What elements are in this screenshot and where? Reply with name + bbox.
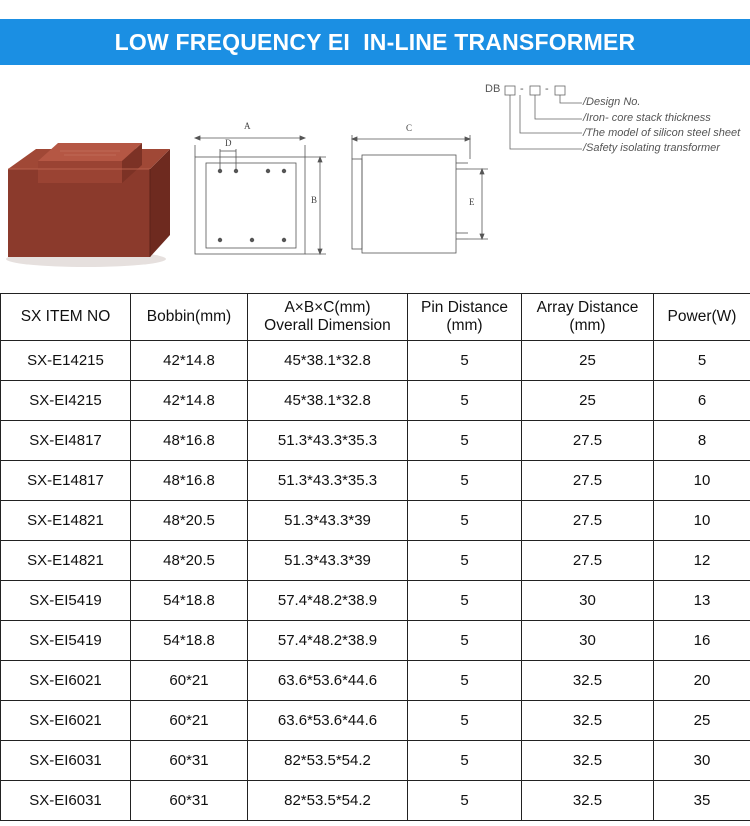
cell-power: 20 [654,661,750,701]
cell-pin-distance: 5 [408,421,522,461]
cell-array-distance: 25 [522,341,654,381]
naming-dash-1: - [520,83,524,95]
naming-label-design-no: /Design No. [583,96,641,108]
table-row [1,461,750,501]
header-array-distance: Array Distance (mm) [522,294,654,341]
cell-pin-distance: 5 [408,461,522,501]
cell-power: 30 [654,741,750,781]
naming-label-safety-transformer: /Safety isolating transformer [583,142,720,154]
cell-item-no: SX-E14215 [1,341,131,381]
product-figure-area [0,65,750,293]
cell-power: 16 [654,621,750,661]
cell-array-distance: 27.5 [522,541,654,581]
dimension-label-e: E [469,197,475,207]
cell-dimension: 51.3*43.3*39 [248,541,408,581]
dimension-label-d: D [225,138,232,148]
specification-table [0,293,750,821]
cell-item-no: SX-EI5419 [1,621,131,661]
dimension-label-a: A [244,121,251,131]
cell-item-no: SX-E14817 [1,461,131,501]
table-row [1,621,750,661]
cell-pin-distance: 5 [408,701,522,741]
header-bobbin: Bobbin(mm) [131,294,248,341]
cell-item-no: SX-EI6021 [1,701,131,741]
cell-bobbin: 48*16.8 [131,421,248,461]
cell-item-no: SX-EI6021 [1,661,131,701]
naming-prefix: DB [485,83,501,95]
table-row [1,581,750,621]
cell-dimension: 51.3*43.3*35.3 [248,461,408,501]
page-title: LOW FREQUENCY EI IN-LINE TRANSFORMER [114,28,636,55]
table-row [1,421,750,461]
cell-dimension: 57.4*48.2*38.9 [248,621,408,661]
cell-power: 10 [654,461,750,501]
header-pin-distance: Pin Distance (mm) [408,294,522,341]
cell-bobbin: 42*14.8 [131,341,248,381]
cell-power: 25 [654,701,750,741]
title-banner [0,19,750,65]
cell-item-no: SX-EI4215 [1,381,131,421]
cell-array-distance: 27.5 [522,421,654,461]
cell-power: 35 [654,781,750,821]
cell-array-distance: 25 [522,381,654,421]
cell-pin-distance: 5 [408,781,522,821]
cell-bobbin: 48*16.8 [131,461,248,501]
transformer-product-image [6,143,170,267]
cell-array-distance: 27.5 [522,461,654,501]
cell-pin-distance: 5 [408,541,522,581]
header-item-no: SX ITEM NO [1,294,131,341]
cell-bobbin: 60*31 [131,741,248,781]
cell-power: 6 [654,381,750,421]
cell-bobbin: 54*18.8 [131,621,248,661]
cell-array-distance: 30 [522,621,654,661]
naming-dash-2: - [545,83,549,95]
cell-power: 10 [654,501,750,541]
cell-dimension: 45*38.1*32.8 [248,341,408,381]
cell-dimension: 63.6*53.6*44.6 [248,661,408,701]
cell-dimension: 82*53.5*54.2 [248,741,408,781]
cell-bobbin: 48*20.5 [131,541,248,581]
cell-bobbin: 54*18.8 [131,581,248,621]
cell-dimension: 57.4*48.2*38.9 [248,581,408,621]
cell-array-distance: 32.5 [522,741,654,781]
naming-label-stack-thickness: /Iron- core stack thickness [583,112,711,124]
side-view-drawing [352,135,488,253]
cell-array-distance: 32.5 [522,781,654,821]
cell-bobbin: 60*21 [131,701,248,741]
cell-bobbin: 48*20.5 [131,501,248,541]
table-header-row [1,294,750,341]
header-overall-dimension: A×B×C(mm) Overall Dimension [248,294,408,341]
cell-item-no: SX-EI4817 [1,421,131,461]
cell-power: 13 [654,581,750,621]
cell-dimension: 51.3*43.3*35.3 [248,421,408,461]
cell-item-no: SX-EI6031 [1,781,131,821]
table-row [1,781,750,821]
cell-array-distance: 32.5 [522,661,654,701]
top-view-drawing [195,136,326,254]
cell-array-distance: 27.5 [522,501,654,541]
cell-pin-distance: 5 [408,661,522,701]
table-row [1,381,750,421]
cell-array-distance: 32.5 [522,701,654,741]
cell-item-no: SX-EI5419 [1,581,131,621]
cell-item-no: SX-E14821 [1,541,131,581]
table-row [1,341,750,381]
cell-pin-distance: 5 [408,581,522,621]
naming-label-steel-sheet: /The model of silicon steel sheet [583,127,741,139]
cell-power: 12 [654,541,750,581]
table-row [1,661,750,701]
cell-dimension: 51.3*43.3*39 [248,501,408,541]
table-row [1,501,750,541]
dimension-label-b: B [311,195,318,205]
header-power: Power(W) [654,294,750,341]
cell-item-no: SX-EI6031 [1,741,131,781]
cell-power: 5 [654,341,750,381]
cell-pin-distance: 5 [408,501,522,541]
cell-bobbin: 60*31 [131,781,248,821]
cell-dimension: 63.6*53.6*44.6 [248,701,408,741]
table-row [1,701,750,741]
cell-pin-distance: 5 [408,621,522,661]
cell-pin-distance: 5 [408,381,522,421]
cell-item-no: SX-E14821 [1,501,131,541]
cell-pin-distance: 5 [408,741,522,781]
table-row [1,541,750,581]
dimension-label-c: C [406,123,413,133]
cell-power: 8 [654,421,750,461]
cell-dimension: 82*53.5*54.2 [248,781,408,821]
table-row [1,741,750,781]
naming-legend-lines [505,86,582,149]
cell-bobbin: 42*14.8 [131,381,248,421]
cell-pin-distance: 5 [408,341,522,381]
cell-bobbin: 60*21 [131,661,248,701]
cell-array-distance: 30 [522,581,654,621]
cell-dimension: 45*38.1*32.8 [248,381,408,421]
